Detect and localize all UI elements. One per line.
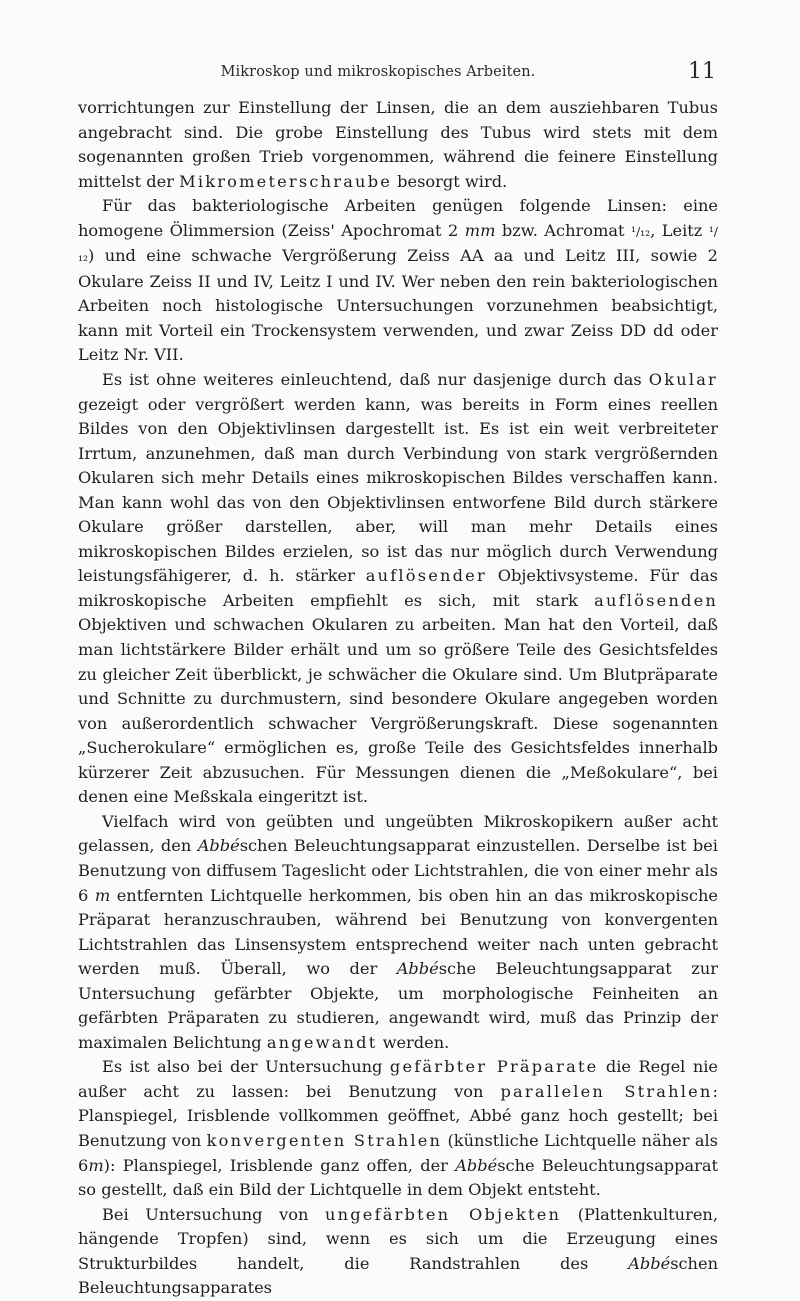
text-run: bzw. Achromat: [495, 220, 631, 240]
unit-m: m: [94, 885, 111, 905]
emphasis-angewandt: angewandt: [266, 1032, 378, 1052]
text-run: ) und eine schwache Vergrößerung Zeiss AA aa und Leitz III, sowie 2 Okulare Zeiss II und IV, Leitz I und IV. Wer neben den rein bakteriologischen Arbeiten noch histologische Untersuchungen vorzunehmen beabsichtigt, kann mit Vorteil ein Trockensystem verwenden, und zwar Zeiss DD dd oder Leitz Nr. VII.: [78, 246, 718, 365]
text-run: Vielfach wird von geübten und ungeübten Mikroskopikern außer acht gelassen, den: [78, 811, 718, 856]
body-text: [78, 96, 718, 1301]
text-run: Für das bakteriologische Arbeiten genügen folgende Linsen: eine homogene Ölimmersion (Zeiss' Apochromat 2: [78, 196, 718, 240]
paragraph-tubus-einstellung: [78, 96, 718, 194]
emphasis-gefaerbter-praeparate: gefärbter Präparate: [389, 1057, 599, 1077]
text-run: sche Beleuchtungsapparat zur Untersuchung gefärbter Objekte, um morphologische Feinheiten an gefärbten Präparaten zu studieren, angewandt wird, muß das Prinzip der maximalen Belichtung: [78, 959, 718, 1052]
text-run: (Plattenkulturen, hängende Tropfen) sind, wenn es sich um die Erzeugung eines Strukturbildes handelt, die Randstrahlen des: [78, 1204, 718, 1273]
text-run: entfernten Lichtquelle herkommen, bis oben hin an das mikroskopische Präparat heranzuschrauben, während bei Benutzung von konvergenten Lichtstrahlen das Linsensystem entsprechend weiter nach unten gebracht werden muß. Überall, wo der: [78, 885, 718, 979]
text-run: die Regel nie außer acht zu lassen: bei Benutzung von: [78, 1057, 719, 1101]
running-title: Mikroskop und mikroskopisches Arbeiten.: [220, 64, 536, 80]
text-run: vorrichtungen zur Einstellung der Linsen, die an dem ausziehbaren Tubus angebracht sind. Die grobe Einstellung des Tubus wird stets mit dem sogenannten großen Trieb vorgenommen, während die feinere Einstellung mittelst der: [78, 98, 718, 191]
text-run: Es ist ohne weiteres einleuchtend, daß nur dasjenige durch das: [102, 370, 649, 390]
name-abbe: Abbé: [455, 1155, 498, 1175]
text-run: Es ist also bei der Untersuchung: [102, 1057, 390, 1077]
text-run: sche Beleuchtungsapparat so gestellt, daß ein Bild der Lichtquelle in dem Objekt entsteht.: [78, 1155, 718, 1200]
emphasis-aufloesender: auflösender: [365, 566, 487, 586]
emphasis-ungefaerbten-objekten: ungefärbten Objekten: [324, 1204, 562, 1224]
text-run: werden.: [377, 1032, 450, 1052]
text-run: : Planspiegel, Irisblende vollkommen geöffnet, Abbé ganz hoch gestellt; bei Benutzung von: [78, 1081, 718, 1150]
emphasis-parallelen-strahlen: parallelen Strahlen: [500, 1081, 713, 1101]
text-run: gezeigt oder vergrößert werden kann, was bereits in Form eines reellen Bildes von den Objektivlinsen dargestellt ist. Es ist ein weit verbreiteter Irrtum, anzunehmen, daß man durch Verbindung von stark vergrößernden Okularen sich mehr Details eines mikroskopischen Bildes verschaffen kann. Man kann wohl das von den Objektivlinsen entworfene Bild durch stärkere Okulare größer darstellen, aber, will man mehr Details eines mikroskopischen Bildes erzielen, so ist das nur möglich durch Verwendung leistungsfähigerer, d. h. stärker: [78, 394, 718, 586]
name-abbe: Abbé: [628, 1253, 671, 1273]
page-header: [78, 0, 718, 110]
paragraph-ungefaerbte-objekte: [78, 1203, 718, 1301]
emphasis-aufloesenden: auflösenden: [594, 590, 718, 610]
page-number: 11: [688, 59, 716, 84]
paragraph-okular: [78, 368, 718, 810]
text-run: ): Planspiegel, Irisblende ganz offen, der: [103, 1155, 456, 1175]
unit-mm: mm: [464, 220, 496, 240]
emphasis-okular: Okular: [648, 370, 718, 390]
paragraph-gefaerbte-praeparate: [78, 1055, 718, 1202]
text-run: Objektivsysteme. Für das mikroskopische Arbeiten empfiehlt es sich, mit stark: [78, 566, 718, 610]
text-run: besorgt wird.: [392, 171, 508, 191]
name-abbe: Abbé: [197, 836, 240, 856]
unit-m: m: [88, 1155, 104, 1175]
emphasis-konvergenten-strahlen: konvergenten Strahlen: [206, 1130, 443, 1150]
emphasis-mikrometerschraube: Mikrometerschraube: [179, 171, 393, 191]
paragraph-abbe-beleuchtung: [78, 810, 718, 1055]
fraction-leitz: ¹/₁₂: [78, 223, 719, 265]
text-run: (künstliche Lichtquelle näher als 6: [78, 1130, 718, 1175]
fraction-achromat: ¹/₁₂: [630, 223, 651, 239]
text-run: schen Beleuchtungsapparat einzustellen. Derselbe ist bei Benutzung von diffusem Tageslicht oder Lichtstrahlen, die von einer mehr als 6: [78, 836, 718, 905]
paragraph-linsen: [78, 194, 718, 368]
text-run: Bei Untersuchung von: [102, 1204, 325, 1224]
text-run: Objektiven und schwachen Okularen zu arbeiten. Man hat den Vorteil, daß man lichtstärkere Bilder erhält und um so größere Teile des Gesichtsfeldes zu gleicher Zeit überblickt, je schwächer die Okulare sind. Um Blutpräparate und Schnitte zu durchmustern, sind besondere Okulare angegeben worden von außerordentlich schwacher Vergrößerungskraft. Diese sogenannten „Sucherokulare“ ermöglichen es, große Teile des Gesichtsfeldes innerhalb kürzerer Zeit abzusuchen. Für Messungen dienen die „Meßokulare“, bei denen eine Meßskala eingeritzt ist.: [78, 615, 718, 807]
name-abbe: Abbé: [396, 959, 439, 979]
text-run: schen Beleuchtungsapparates: [78, 1253, 718, 1298]
text-run: , Leitz: [650, 220, 709, 240]
